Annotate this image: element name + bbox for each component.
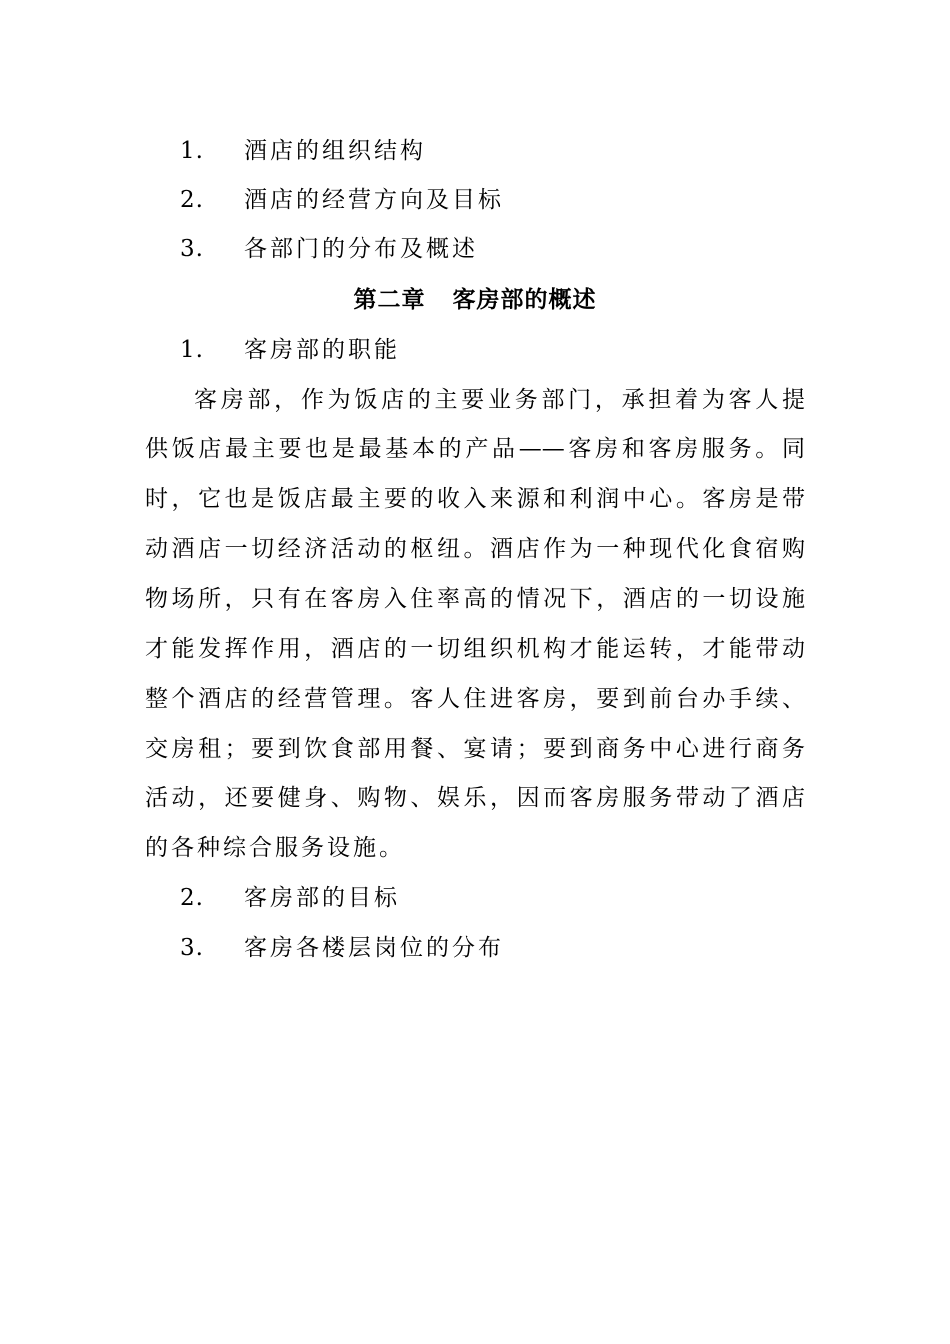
list-item-floor-positions: [180, 933, 504, 963]
list-item-department-distribution: [180, 234, 478, 264]
paragraph-line: 时，它也是饭店最主要的收入来源和利润中心。客房是带: [145, 486, 805, 512]
list-number: 2.: [180, 187, 204, 213]
list-item-organization: [180, 136, 426, 166]
paragraph-line: 物场所，只有在客房入住率高的情况下，酒店的一切设施: [145, 586, 805, 612]
list-item-housekeeping-goals: [180, 883, 400, 913]
paragraph-line: 动酒店一切经济活动的枢纽。酒店作为一种现代化食宿购: [145, 536, 805, 562]
paragraph-line: 的各种综合服务设施。: [145, 835, 405, 861]
list-item-business-direction: [180, 185, 504, 215]
paragraph-line: 供饭店最主要也是最基本的产品——客房和客房服务。同: [145, 436, 805, 462]
list-text: 客房部的目标: [244, 885, 400, 911]
paragraph-line: 客房部，作为饭店的主要业务部门，承担着为客人提: [194, 387, 805, 413]
list-text: 客房部的职能: [244, 337, 400, 363]
list-number: 3.: [180, 236, 204, 262]
list-item-housekeeping-function: [180, 335, 400, 365]
paragraph-line: 活动，还要健身、购物、娱乐，因而客房服务带动了酒店: [145, 785, 805, 811]
list-number: 1.: [180, 138, 204, 164]
list-text: 各部门的分布及概述: [244, 236, 478, 262]
chapter-heading: 第二章 客房部的概述: [353, 286, 597, 313]
list-text: 酒店的组织结构: [244, 138, 426, 164]
list-number: 2.: [180, 885, 204, 911]
paragraph-line: 整个酒店的经营管理。客人住进客房，要到前台办手续、: [145, 686, 805, 712]
paragraph-line: 交房租；要到饮食部用餐、宴请；要到商务中心进行商务: [145, 736, 805, 762]
list-number: 3.: [180, 935, 204, 961]
list-text: 客房各楼层岗位的分布: [244, 935, 504, 961]
paragraph-line: 才能发挥作用，酒店的一切组织机构才能运转，才能带动: [145, 636, 805, 662]
list-text: 酒店的经营方向及目标: [244, 187, 504, 213]
list-number: 1.: [180, 337, 204, 363]
